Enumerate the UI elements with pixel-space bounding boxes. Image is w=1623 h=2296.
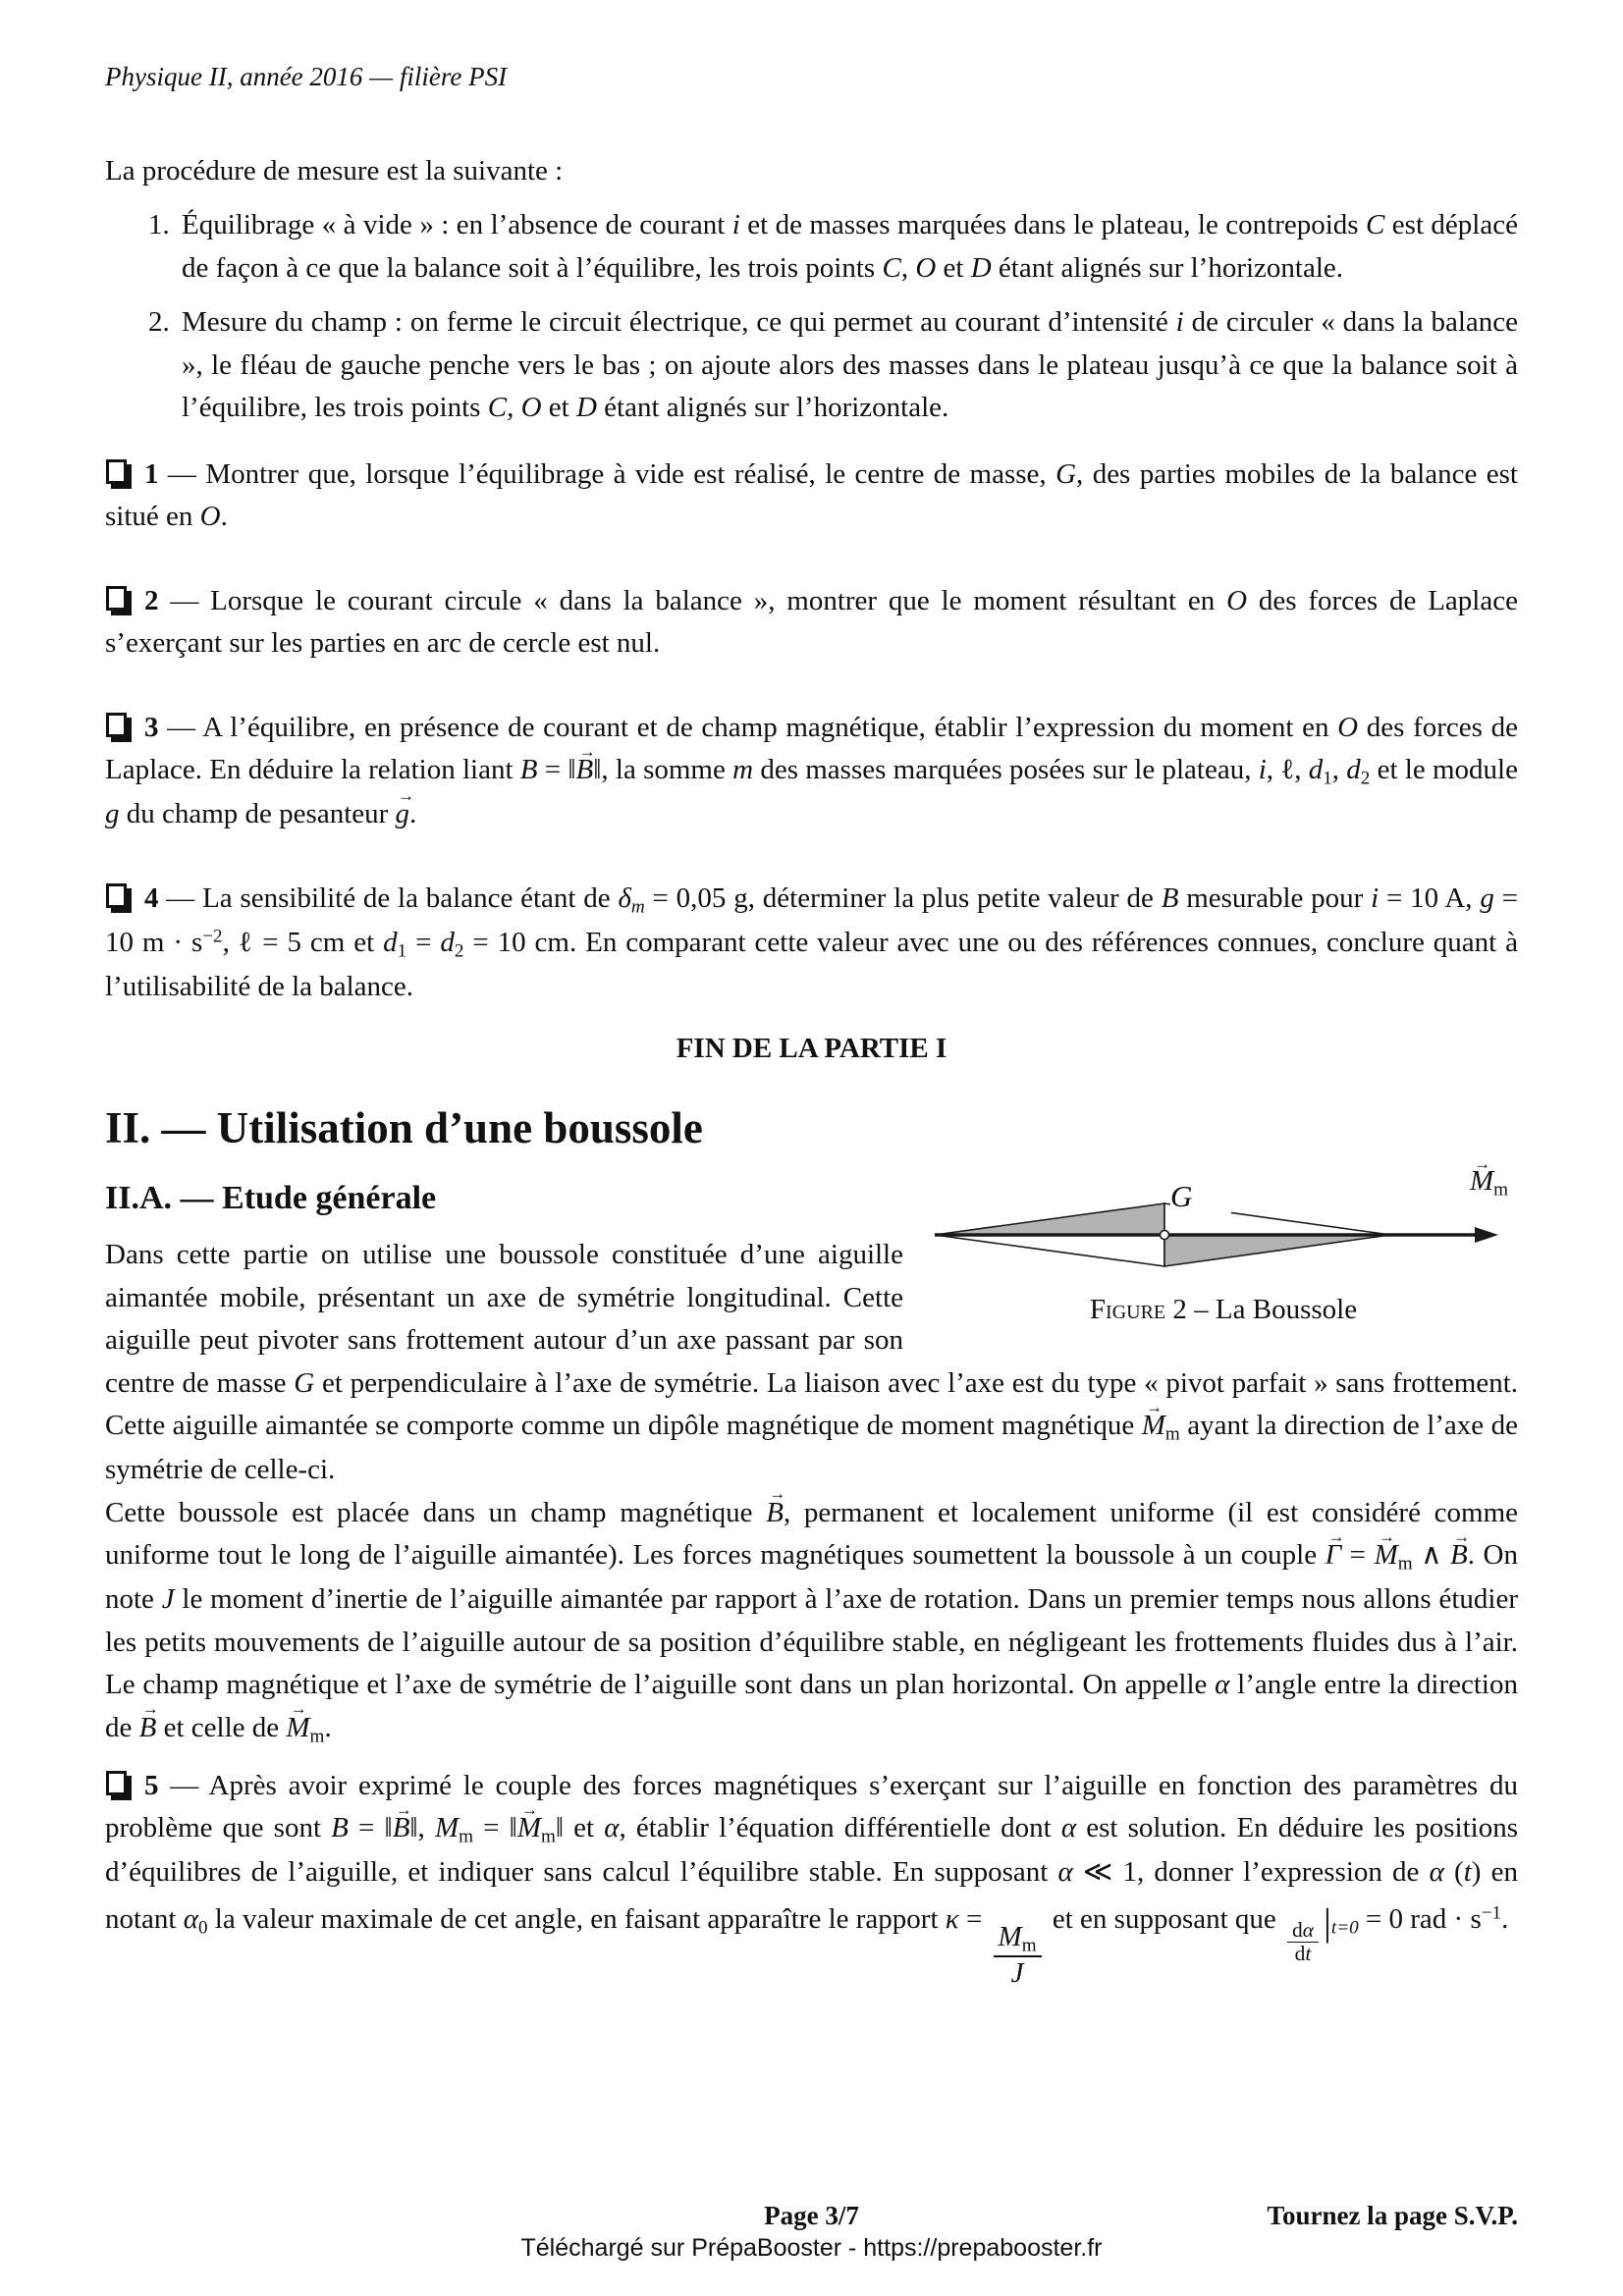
text-run: ,: [507, 392, 521, 423]
text-run: = 0 rad · s: [1358, 1902, 1482, 1935]
question-2: [105, 580, 1518, 666]
text-run: O: [1226, 584, 1248, 616]
text-run: (: [1443, 1856, 1464, 1889]
text-run: , des parties mobiles de la balance est situé en: [105, 457, 1518, 532]
text-run: , ℓ = 5 cm et: [222, 926, 384, 958]
question-number: 4: [144, 881, 159, 914]
question-number: 3: [144, 711, 159, 743]
text-run: g →: [396, 793, 410, 836]
text-run: D: [970, 251, 992, 284]
text-run: et le module: [1370, 754, 1518, 785]
text-run: = 10 cm. En comparant cette valeur avec une ou des références connues, conclure quant à l’utilisabilité de la balance.: [105, 926, 1519, 1002]
question-checkbox-icon: [106, 883, 127, 908]
text-run: du champ de pesanteur: [119, 798, 396, 830]
text-run: . On note: [105, 1539, 1519, 1616]
figure-g-label: G: [1170, 1178, 1193, 1213]
question-checkbox-icon: [106, 713, 127, 737]
text-run: m: [309, 1726, 325, 1747]
text-run: = ‖: [537, 754, 576, 785]
text-run: étant alignés sur l’horizontale.: [596, 392, 949, 423]
text-run: |: [1324, 1900, 1331, 1944]
text-run: M: [998, 1920, 1022, 1952]
text-run: = 10 m · s: [105, 881, 1518, 958]
text-run: d: [440, 926, 455, 958]
text-run: 1: [397, 939, 407, 961]
text-run: C: [487, 392, 508, 423]
text-run: m: [540, 1826, 556, 1847]
turn-page-notice: Tournez la page S.V.P.: [1267, 2201, 1518, 2230]
text-run: Dans cette partie on utilise une boussole constituée d’une aiguille aimantée mobile, présentant un axe de symétrie longitudinal. Cette aiguille peut pivoter sans frottement autour d’un axe passant par son centre de masse: [105, 1239, 903, 1399]
text-run: G: [1055, 457, 1077, 490]
text-run: −1: [1481, 1902, 1502, 1924]
list-item-number: 2.: [148, 306, 170, 338]
text-run: = 10 A,: [1379, 881, 1481, 914]
section-iia: [105, 1164, 1519, 1990]
text-run: C: [1366, 209, 1385, 240]
text-run: G: [294, 1366, 315, 1399]
text-run: et perpendiculaire à l’axe de symétrie. La liaison avec l’axe est du type « pivot parfait » sans frottement. Cette aiguille aimantée se comporte comme un dipôle magnétique de moment magnétique: [105, 1366, 1518, 1442]
list-item: [148, 301, 1518, 430]
text-run: = 0,05 g, déterminer la plus petite valeur de: [644, 881, 1162, 914]
text-run: J: [1010, 1957, 1024, 1990]
text-run: i: [1258, 754, 1267, 785]
text-run: ,: [1331, 754, 1347, 785]
text-run: =: [406, 926, 441, 958]
text-run: Cette boussole est placée dans un champ magnétique: [105, 1496, 767, 1528]
text-run: α: [183, 1902, 198, 1935]
text-run: ) en notant: [105, 1856, 1518, 1935]
text-run: d: [1294, 1941, 1306, 1965]
text-run: δ: [618, 881, 631, 914]
text-run: m: [732, 754, 754, 785]
text-run: 2 – La Boussole: [1165, 1293, 1358, 1325]
text-run: M →: [517, 1807, 541, 1850]
text-run: −2: [202, 926, 223, 947]
text-run: et de masses marquées dans le plateau, le contrepoids: [739, 209, 1366, 240]
text-run: α: [1060, 1812, 1077, 1844]
text-run: — La sensibilité de la balance étant de: [158, 881, 619, 914]
paragraph-boussole-2: [105, 1492, 1518, 1751]
text-run: d: [1292, 1918, 1303, 1943]
text-run: m: [630, 895, 645, 917]
text-run: Équilibrage « à vide » : en l’absence de courant: [182, 209, 732, 240]
text-run: — Lorsque le courant circule « dans la balance », montrer que le moment résultant en: [158, 584, 1227, 616]
list-item-text: [182, 301, 1518, 430]
text-run: [1287, 1919, 1319, 1964]
text-run: , ℓ,: [1266, 754, 1309, 785]
text-run: et: [541, 392, 576, 423]
text-run: κ: [945, 1902, 959, 1935]
text-run: = ‖: [348, 1812, 393, 1844]
text-run: [994, 1921, 1042, 1990]
text-run: 0: [197, 1917, 208, 1939]
question-4: [105, 878, 1518, 1009]
text-run: — Après avoir exprimé le couple des forces magnétiques s’exerçant sur l’aiguille en fonction des paramètres du problème que sont: [105, 1769, 1518, 1844]
text-run: t=0: [1330, 1917, 1359, 1939]
text-run: B →: [139, 1707, 157, 1750]
text-run: .: [220, 501, 228, 532]
text-run: α: [604, 1812, 620, 1844]
moment-arrow-head: [1475, 1227, 1498, 1243]
question-number: 1: [144, 457, 159, 490]
text-run: i: [1371, 881, 1380, 914]
text-run: ‖ et: [555, 1812, 605, 1844]
text-run: des forces de Laplace. En déduire la relation liant: [105, 711, 1519, 785]
text-run: M →: [1470, 1167, 1493, 1196]
end-of-part-1: FIN DE LA PARTIE I: [676, 1033, 947, 1065]
text-run: O: [199, 501, 221, 532]
text-run: O: [915, 251, 937, 284]
text-run: et en supposant que: [1045, 1902, 1284, 1935]
question-5: [105, 1765, 1518, 1990]
text-run: m: [459, 1826, 474, 1847]
text-run: de circuler « dans la balance », le fléau de gauche penche vers le bas ; on ajoute alors des masses dans le plateau jusqu’à ce que la balance soit à l’équilibre, les trois points: [182, 306, 1518, 423]
text-run: B →: [576, 749, 594, 792]
text-run: 2: [454, 939, 464, 961]
text-run: — Montrer que, lorsque l’équilibrage à vide est réalisé, le centre de masse,: [158, 457, 1056, 490]
compass-needle-svg: [929, 1178, 1518, 1279]
text-run: =: [958, 1902, 990, 1935]
text-run: .: [1501, 1902, 1509, 1935]
text-run: m: [1397, 1553, 1413, 1575]
text-run: t: [1305, 1941, 1312, 1965]
text-run: O: [520, 392, 542, 423]
subsection-title: II.A. — Etude générale: [105, 1179, 437, 1216]
text-run: B: [331, 1812, 349, 1844]
text-run: la valeur maximale de cet angle, en faisant apparaître le rapport: [207, 1902, 946, 1935]
text-run: l’angle entre la direction de: [105, 1669, 1518, 1743]
text-run: m: [1021, 1935, 1037, 1956]
text-run: B →: [766, 1492, 784, 1535]
needle-lower-left: [935, 1235, 1164, 1266]
text-run: ‖, la somme: [593, 754, 733, 785]
text-run: Γ →: [1325, 1534, 1342, 1577]
text-run: 1: [1323, 768, 1332, 789]
question-checkbox-icon: [106, 586, 127, 611]
figure-caption: [929, 1289, 1518, 1332]
intro-paragraph: La procédure de mesure est la suivante :: [105, 154, 564, 187]
text-run: B: [519, 754, 538, 785]
text-run: est déplacé de façon à ce que la balance soit à l’équilibre, les trois points: [182, 209, 1518, 284]
text-run: d: [1346, 754, 1361, 785]
text-run: d: [383, 926, 398, 958]
figure-2-boussole: [929, 1164, 1518, 1332]
question-number: 2: [144, 584, 159, 616]
text-run: α: [1302, 1918, 1315, 1943]
text-run: i: [731, 209, 740, 240]
text-run: ∧: [1412, 1539, 1451, 1572]
question-checkbox-icon: [106, 459, 127, 484]
text-run: B →: [393, 1807, 410, 1850]
text-run: , permanent et localement uniforme (il est considéré comme uniforme tout le long de l’aiguille aimantée). Les forces magnétiques soumettent la boussole à un couple: [105, 1496, 1518, 1572]
text-run: t: [1463, 1856, 1472, 1889]
needle-lower-right: [1164, 1235, 1390, 1266]
text-run: 2: [1360, 768, 1371, 789]
text-run: α: [1215, 1669, 1230, 1701]
text-run: étant alignés sur l’horizontale.: [991, 251, 1344, 284]
question-1: [105, 454, 1518, 539]
text-run: ayant la direction de l’axe de symétrie de celle-ci.: [105, 1410, 1518, 1486]
text-run: .: [324, 1711, 332, 1743]
text-run: est solution. En déduire les positions d’équilibres de l’aiguille, et indiquer sans calcul l’équilibre stable. En supposant: [105, 1812, 1519, 1889]
list-item: [148, 204, 1518, 290]
text-run: ,: [900, 251, 916, 284]
text-run: des forces de Laplace s’exerçant sur les parties en arc de cercle est nul.: [105, 584, 1518, 659]
text-run: mesurable pour: [1178, 881, 1372, 914]
text-run: α: [1057, 1856, 1073, 1889]
text-run: , établir l’équation différentielle dont: [619, 1812, 1061, 1844]
text-run: ≪ 1, donner l’expression de: [1072, 1856, 1430, 1889]
text-run: le moment d’inertie de l’aiguille aimantée par rapport à l’axe de rotation. Dans un premier temps nous allons étudier les petits mouvements de l’aiguille autour de sa position d’équilibre stable, en négligeant les frottements fluides dus à l’air. Le champ magnétique et l’axe de symétrie de l’aiguille sont dans un plan horizontal. On appelle: [105, 1583, 1518, 1701]
text-run: M →: [1375, 1534, 1398, 1577]
text-run: B: [1161, 881, 1179, 914]
text-run: =: [1341, 1539, 1375, 1572]
section-title: II. — Utilisation d’une boussole: [105, 1102, 703, 1152]
text-run: O: [1337, 711, 1359, 743]
text-run: des masses marquées posées sur le plateau,: [753, 754, 1259, 785]
text-run: m: [1493, 1179, 1508, 1201]
text-run: = ‖: [473, 1812, 517, 1844]
text-run: J: [161, 1583, 175, 1616]
figure-moment-label: [1469, 1164, 1508, 1201]
question-number: 5: [144, 1769, 159, 1801]
text-run: M →: [1142, 1405, 1165, 1448]
page-number: Page 3/7: [764, 2201, 859, 2230]
text-run: g: [105, 798, 120, 830]
text-run: m: [1164, 1423, 1180, 1445]
text-run: D: [575, 392, 597, 423]
text-run: C: [882, 251, 901, 284]
text-run: α: [1429, 1856, 1444, 1889]
question-checkbox-icon: [106, 1771, 127, 1795]
text-run: et: [936, 251, 971, 284]
list-item-number: 1.: [148, 209, 170, 240]
pivot-circle: [1161, 1230, 1169, 1239]
text-run: i: [1175, 306, 1184, 338]
text-run: M: [434, 1812, 460, 1844]
procedure-list: [148, 204, 1518, 430]
download-credit: Téléchargé sur PrépaBooster - https://prepabooster.fr: [520, 2234, 1103, 2262]
list-item-text: [182, 204, 1518, 290]
text-run: Figure: [1089, 1293, 1166, 1325]
compass-needle-drawing: [929, 1164, 1518, 1279]
text-run: B →: [1450, 1534, 1468, 1577]
text-run: d: [1308, 754, 1324, 785]
question-3: [105, 707, 1518, 836]
text-run: et celle de: [156, 1711, 287, 1743]
running-header: Physique II, année 2016 — filière PSI: [105, 62, 508, 91]
footer: [105, 2196, 1518, 2229]
text-run: — A l’équilibre, en présence de courant et de champ magnétique, établir l’expression du moment en: [158, 711, 1338, 743]
text-run: Mesure du champ : on ferme le circuit électrique, ce qui permet au courant d’intensité: [182, 306, 1176, 338]
text-run: ‖,: [409, 1812, 435, 1844]
text-run: g: [1480, 881, 1494, 914]
needle-upper-left: [935, 1203, 1164, 1235]
text-run: M →: [286, 1707, 309, 1750]
text-run: .: [409, 798, 417, 830]
